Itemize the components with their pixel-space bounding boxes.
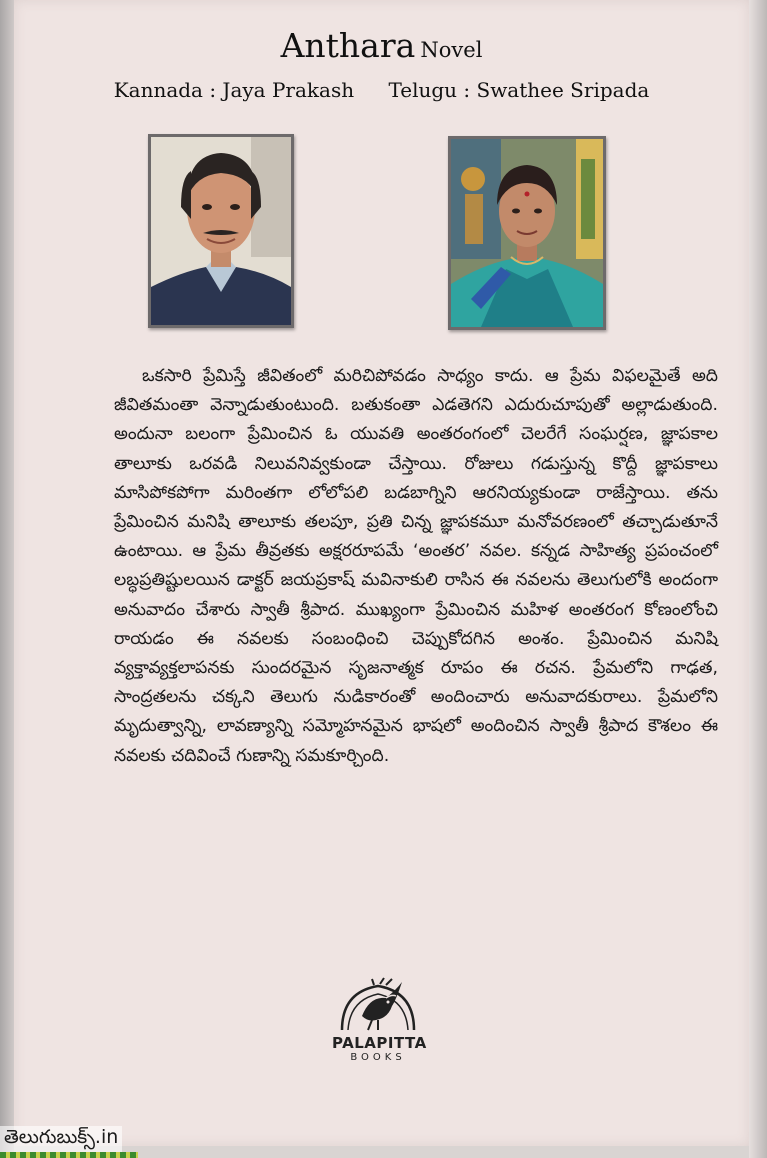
title-main: Anthara: [280, 26, 416, 65]
publisher-subtitle: BOOKS: [350, 1052, 406, 1063]
watermark-underline: [0, 1152, 138, 1158]
telugu-credit: Telugu : Swathee Sripada: [388, 78, 650, 102]
book-back-cover: [14, 0, 749, 1146]
book-title: [14, 26, 749, 65]
publisher-logo: [332, 976, 427, 1080]
title-suffix: Novel: [420, 38, 483, 62]
blurb-paragraph: ఒకసారి ప్రేమిస్తే జీవితంలో మరిచిపోవడం సాధ్యం కాదు. ఆ ప్రేమ విఫలమైతే అది జీవితమంతా వెన్నాడుతుంటుంది. బతుకంతా ఎడతెగని ఎదురుచూపుతో అల్లాడుతుంది. అందునా బలంగా ప్రేమించిన ఓ యువతి అంతరంగంలో చెలరేగే సంఘర్షణ, జ్ఞాపకాల తాలూకు ఒరవడి నిలువనివ్వకుండా చేస్తాయి. రోజులు గడుస్తున్న కొద్దీ జ్ఞాపకాలు మాసిపోకపోగా మరింతగా లోలోపలి బడబాగ్నిని ఆరనియ్యకుండా రాజేస్తాయి. తను ప్రేమించిన మనిషి తాలూకు తలపూ, ప్రతి చిన్న జ్ఞాపకమూ మనోవరణంలో తచ్చాడుతూనే ఉంటాయి. ఆ ప్రేమ తీవ్రతకు అక్షరరూపమే ‘అంతర’ నవల. కన్నడ సాహిత్య ప్రపంచంలో లబ్ధప్రతిష్టులయిన డాక్టర్ జయప్రకాష్ మవినాకులి రాసిన ఈ నవలను తెలుగులోకి అందంగా అనువాదం చేశారు స్వాతీ శ్రీపాద. ముఖ్యంగా ప్రేమించిన మహిళ అంతరంగ కోణంలోంచి రాయడం ఈ నవలకు సంబంధించి చెప్పుకోదగిన అంశం. ప్రేమించిన మనిషి వ్యక్తావ్యక్తలాపనకు సుందరమైన సృజనాత్మక రూపం ఈ రచన. ప్రేమలోని గాఢత, సాంద్రతలను చక్కని తెలుగు నుడికారంతో అందించారు అనువాదకురాలు. ప్రేమలోని మృదుత్వాన్ని, లావణ్యాన్ని సమ్మోహనమైన భాషలో అందించిన స్వాతీ శ్రీపాద కౌశలం ఈ నవలకు చదివించే గుణాన్ని సమకూర్చింది.: [114, 366, 718, 766]
left-page-edge: [0, 0, 14, 1158]
author-photo: [148, 134, 294, 328]
right-page-edge: [749, 0, 767, 1158]
palapitta-bird-icon: [336, 976, 420, 1032]
publisher-name: PALAPITTA: [332, 1034, 427, 1052]
site-watermark: తెలుగుబుక్స్.in: [0, 1126, 122, 1153]
credits-line: [14, 78, 749, 102]
translator-photo: [448, 136, 606, 330]
kannada-credit: Kannada : Jaya Prakash: [113, 78, 355, 102]
